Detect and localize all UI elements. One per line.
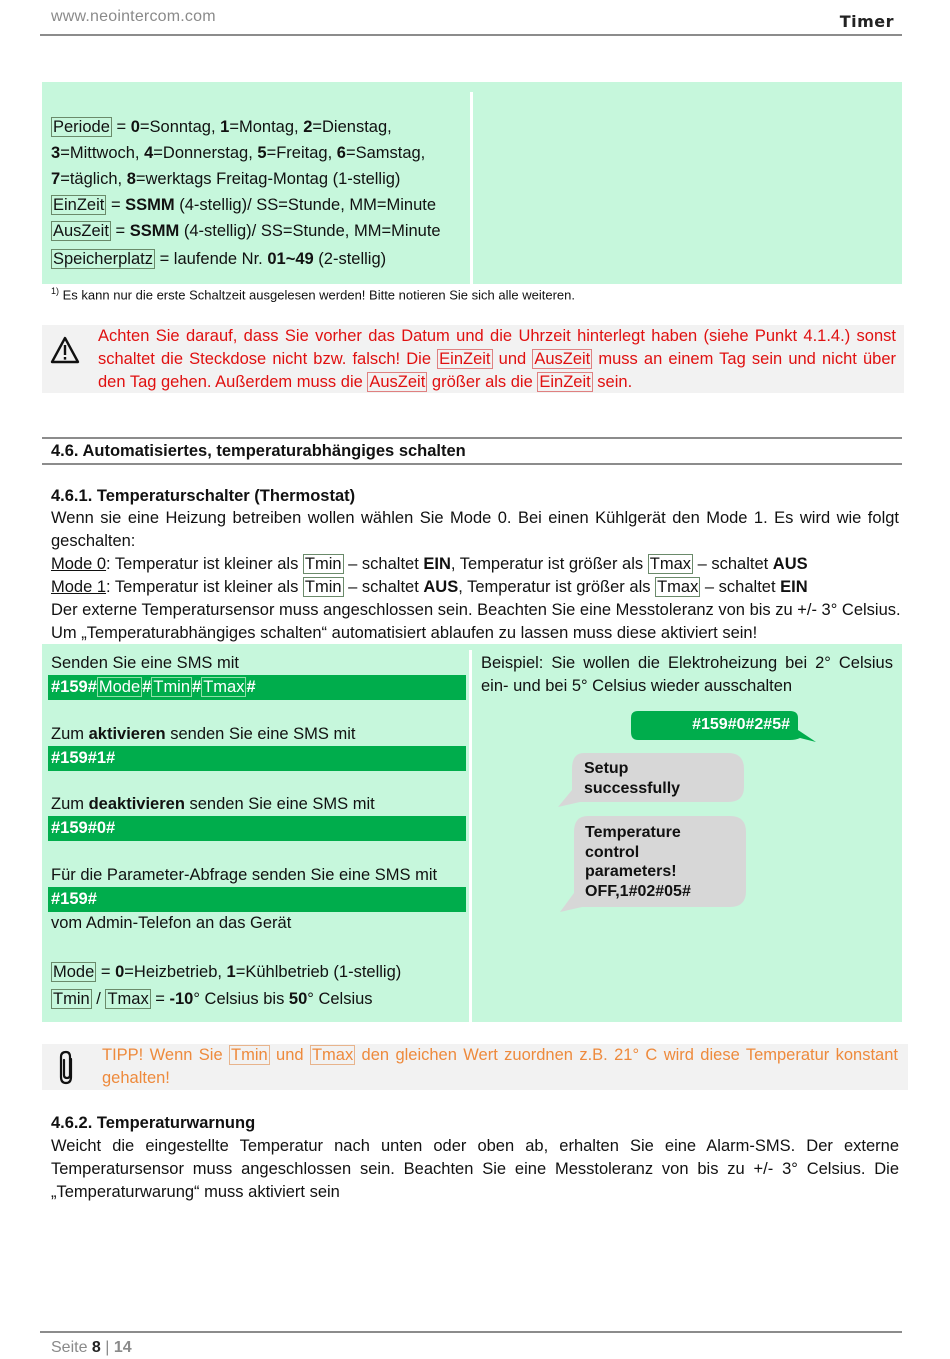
total-pages: 14 bbox=[113, 1339, 132, 1356]
parameter-list bbox=[51, 114, 441, 272]
tip-part: TIPP! Wenn Sie bbox=[102, 1046, 229, 1064]
tmax-param: Tmax bbox=[203, 678, 245, 696]
section-top-line bbox=[42, 437, 902, 439]
day-name: =Mittwoch, bbox=[60, 144, 145, 162]
tmax-ref: Tmax bbox=[649, 555, 691, 573]
einzeit-ref: EinZeit bbox=[439, 350, 491, 368]
mode-label: Mode bbox=[53, 963, 95, 981]
column-divider bbox=[470, 92, 473, 284]
eq: = bbox=[96, 963, 116, 981]
einzeit-desc: (4-stellig)/ SS=Stunde, MM=Minute bbox=[174, 196, 437, 214]
reply-bubble-setup bbox=[556, 752, 746, 808]
warning-part: muss an einem Tag sein und nicht über den Tag gehen. Außerdem muss die bbox=[98, 350, 896, 391]
text: – schaltet bbox=[700, 578, 781, 596]
mode-0-line bbox=[51, 553, 899, 576]
section-4-6-2-title: 4.6.2. Temperaturwarnung bbox=[51, 1114, 256, 1132]
reply-line: successfully bbox=[584, 779, 681, 797]
footer-divider bbox=[40, 1331, 902, 1333]
cmd-sep: # bbox=[142, 678, 152, 696]
day-num: 3 bbox=[51, 144, 61, 162]
tmin-ref: Tmin bbox=[304, 578, 342, 596]
warning-part: größer als die bbox=[427, 373, 538, 391]
auszeit-label: AusZeit bbox=[53, 222, 109, 240]
day-num: 1 bbox=[220, 118, 230, 136]
einzeit-line: EinZeit = SSMM (4-stellig)/ SS=Stunde, MM=Minute bbox=[53, 196, 437, 214]
footnote-text: Es kann nur die erste Schaltzeit ausgelesen werden! Bitte notieren Sie sich alle weiteren. bbox=[59, 287, 575, 303]
day-name: =Dienstag, bbox=[312, 118, 392, 136]
text: senden Sie eine SMS mit bbox=[184, 795, 375, 813]
state: AUS bbox=[772, 555, 808, 573]
warning-text bbox=[98, 325, 896, 394]
page-number bbox=[51, 1339, 132, 1357]
sent-sms-bubble bbox=[630, 710, 820, 746]
sent-sms-text: #159#0#2#5# bbox=[692, 716, 790, 733]
text: senden Sie eine SMS mit bbox=[165, 725, 356, 743]
text: – schaltet bbox=[693, 555, 773, 573]
auszeit-desc: (4-stellig)/ SS=Stunde, MM=Minute bbox=[179, 222, 441, 240]
auszeit-format: SSMM bbox=[129, 222, 180, 240]
eq: = bbox=[111, 118, 131, 136]
reply-line: Temperature bbox=[585, 824, 681, 841]
mode-1-label: Mode 1 bbox=[51, 578, 107, 596]
text: ° Celsius bis bbox=[193, 990, 289, 1008]
mode-1-line bbox=[51, 576, 899, 599]
periode-line-2 bbox=[51, 140, 441, 166]
text: : Temperatur ist kleiner als bbox=[106, 555, 303, 573]
header-title: Timer bbox=[839, 12, 894, 31]
activate-note: Um „Temperaturabhängiges schalten“ automatisiert ablaufen zu lassen muss diese aktiviert sein! bbox=[51, 624, 758, 642]
section-bottom-line bbox=[42, 463, 902, 465]
day-name: =Donnerstag, bbox=[153, 144, 258, 162]
reply-line: parameters! bbox=[585, 863, 677, 880]
range-definition bbox=[51, 986, 373, 1012]
day-name: =Freitag, bbox=[266, 144, 337, 162]
deactivate-label bbox=[51, 793, 375, 816]
einzeit-format: SSMM bbox=[125, 196, 175, 214]
day-num: 6 bbox=[336, 144, 346, 162]
warning-triangle-icon bbox=[50, 336, 80, 369]
periode-line-1 bbox=[51, 114, 441, 140]
text: , Temperatur ist größer als bbox=[450, 555, 648, 573]
send-label: Senden Sie eine SMS mit bbox=[51, 654, 240, 672]
speicher-desc: (2-stellig) bbox=[313, 250, 387, 268]
paperclip-icon bbox=[56, 1049, 78, 1092]
footnote bbox=[51, 286, 575, 302]
tmax-ref: Tmax bbox=[657, 578, 699, 596]
text: Zum bbox=[51, 795, 89, 813]
periode-label: Periode bbox=[53, 118, 110, 136]
sms-command-activate: #159#1# bbox=[48, 746, 466, 771]
sensor-note: Der externe Temperatursensor muss angeschlossen sein. Beachten Sie eine Messtoleranz von bis zu +/- 3° Celsius. bbox=[51, 601, 901, 619]
mode-param: Mode bbox=[98, 678, 141, 696]
mode-desc: =Kühlbetrieb (1-stellig) bbox=[235, 963, 402, 981]
reply-setup-text bbox=[584, 759, 680, 798]
tmin-ref: Tmin bbox=[231, 1046, 268, 1064]
day-name: =Sonntag, bbox=[139, 118, 221, 136]
section-4-6-title: 4.6. Automatisiertes, temperaturabhängiges schalten bbox=[51, 442, 466, 460]
tmin-param: Tmin bbox=[153, 678, 191, 696]
mode-0-label: Mode 0 bbox=[51, 555, 107, 573]
tip-part: und bbox=[269, 1046, 310, 1064]
text-bold: deaktivieren bbox=[88, 795, 185, 813]
tip-part: den gleichen Wert zuordnen z.B. 21° C wird diese Temperatur konstant gehalten! bbox=[102, 1046, 898, 1087]
range-max: 50 bbox=[288, 990, 308, 1008]
query-label: Für die Parameter-Abfrage senden Sie eine SMS mit bbox=[51, 866, 438, 884]
cmd-sep: # bbox=[246, 678, 256, 696]
day-name: =Montag, bbox=[229, 118, 304, 136]
sms-command-set bbox=[48, 675, 466, 700]
day-num: 4 bbox=[144, 144, 154, 162]
state: AUS bbox=[423, 578, 459, 596]
einzeit-label: EinZeit bbox=[53, 196, 105, 214]
day-num: 0 bbox=[130, 118, 140, 136]
day-name: =werktags Freitag-Montag (1-stellig) bbox=[135, 170, 401, 188]
page-sep: | bbox=[100, 1339, 114, 1356]
range-min: -10 bbox=[169, 990, 194, 1008]
section-4-6-2-body: Weicht die eingestellte Temperatur nach unten oder oben ab, erhalten Sie eine Alarm-SMS. Der externe Temperatursensor muss angeschlossen sein. Beachten Sie eine Messtoleranz von bis zu +/- 3° Celsius. Die „Temperaturwarung“ muss aktiviert sein bbox=[51, 1137, 899, 1201]
day-num: 2 bbox=[303, 118, 313, 136]
day-name: =Samstag, bbox=[345, 144, 426, 162]
day-num: 8 bbox=[126, 170, 136, 188]
column-divider bbox=[469, 650, 472, 1022]
text: Zum bbox=[51, 725, 89, 743]
reply-line: control bbox=[585, 843, 640, 861]
tmin-ref: Tmin bbox=[304, 555, 342, 573]
section-4-6-1-body bbox=[51, 507, 899, 645]
reply-line: OFF,1#02#05# bbox=[585, 882, 691, 900]
eq: = bbox=[150, 990, 170, 1008]
text-bold: aktivieren bbox=[88, 725, 166, 743]
warning-part: und bbox=[492, 350, 533, 368]
text: : Temperatur ist kleiner als bbox=[106, 578, 303, 596]
state: EIN bbox=[780, 578, 808, 596]
text: ° Celsius bbox=[307, 990, 373, 1008]
speicher-line bbox=[51, 246, 441, 272]
day-name: =täglich, bbox=[60, 170, 127, 188]
mode-definition bbox=[51, 959, 401, 985]
mode-value: 0 bbox=[115, 963, 125, 981]
text: – schaltet bbox=[343, 578, 424, 596]
header-divider bbox=[40, 34, 902, 36]
auszeit-ref: AusZeit bbox=[534, 350, 591, 368]
intro-text: Wenn sie eine Heizung betreiben wollen wählen Sie Mode 0. Bei einen Kühlgerät den Mode 1. Es wird wie folgt geschalten: bbox=[51, 509, 899, 550]
text: , Temperatur ist größer als bbox=[458, 578, 656, 596]
tmin-label: Tmin bbox=[53, 990, 90, 1008]
reply-params-text bbox=[585, 823, 691, 901]
cmd-prefix: #159# bbox=[51, 678, 97, 696]
header-url: www.neointercom.com bbox=[51, 8, 216, 25]
periode-line-3 bbox=[51, 166, 441, 192]
auszeit-ref: AusZeit bbox=[369, 373, 426, 391]
mode-desc: =Heizbetrieb, bbox=[124, 963, 227, 981]
auszeit-line: AusZeit = SSMM (4-stellig)/ SS=Stunde, MM=Minute bbox=[53, 222, 441, 240]
sms-command-deactivate: #159#0# bbox=[48, 816, 466, 841]
activate-label bbox=[51, 723, 356, 746]
tip-text bbox=[102, 1044, 898, 1090]
tmax-label: Tmax bbox=[107, 990, 149, 1008]
state: EIN bbox=[423, 555, 451, 573]
einzeit-ref: EinZeit bbox=[539, 373, 591, 391]
section-4-6-1-title: 4.6.1. Temperaturschalter (Thermostat) bbox=[51, 487, 356, 505]
mode-value: 1 bbox=[226, 963, 236, 981]
day-num: 5 bbox=[257, 144, 267, 162]
text: – schaltet bbox=[343, 555, 424, 573]
warning-part: Achten Sie darauf, dass Sie vorher das Datum und die Uhrzeit hinterlegt haben (siehe Punkt 4.1.4.) sonst schaltet die Steckdose nicht bzw. falsch! Die bbox=[98, 327, 896, 368]
cmd-sep: # bbox=[192, 678, 202, 696]
day-num: 7 bbox=[51, 170, 61, 188]
query-from: vom Admin-Telefon an das Gerät bbox=[51, 914, 292, 932]
reply-bubble-params bbox=[558, 815, 748, 913]
footnote-mark: 1) bbox=[51, 286, 60, 296]
page-prefix: Seite bbox=[51, 1339, 92, 1356]
speicher-label: Speicherplatz bbox=[53, 250, 153, 268]
current-page: 8 bbox=[91, 1339, 101, 1356]
slash: / bbox=[91, 990, 106, 1008]
warning-part: sein. bbox=[592, 373, 633, 391]
speicher-range: 01~49 bbox=[267, 250, 314, 268]
tmax-ref: Tmax bbox=[311, 1046, 354, 1064]
example-text: Beispiel: Sie wollen die Elektroheizung bei 2° Celsius ein- und bei 5° Celsius wieder ausschalten bbox=[481, 654, 893, 695]
reply-line: Setup bbox=[584, 760, 629, 777]
speicher-pre: = laufende Nr. bbox=[154, 250, 268, 268]
sms-command-query: #159# bbox=[48, 887, 466, 912]
